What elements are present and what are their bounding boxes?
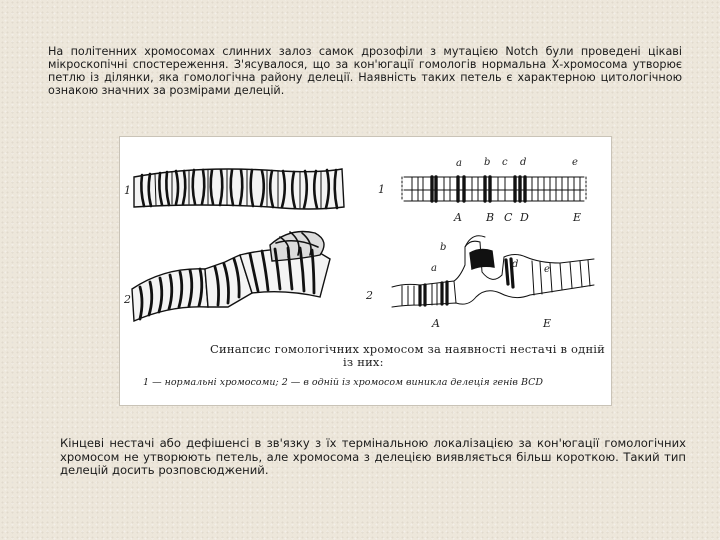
gene-label-upper: a xyxy=(456,158,462,169)
gene-label-lower: A xyxy=(432,317,440,330)
gene-label-lower: A xyxy=(454,211,462,224)
gene-label-upper: d xyxy=(512,259,519,270)
gene-label-lower: B xyxy=(486,211,495,224)
micro-row-label-1: 1 xyxy=(124,184,131,197)
chromosome-figure xyxy=(119,136,612,406)
gene-label-upper: e xyxy=(572,157,578,168)
schematic-2 xyxy=(392,236,594,307)
gene-label-lower: E xyxy=(543,317,552,330)
figure-caption xyxy=(210,343,605,369)
schematic-row-label-2: 2 xyxy=(366,289,373,302)
gene-label-upper: b xyxy=(484,157,491,168)
intro-paragraph: На політенних хромосомах слинних залоз самок дрозофіли з мутацією Notch були проведені цікаві мікроскопічні спостереження. З'ясувалося, що за кон'югації гомологів нормальна Х-хромосома утворює петлю із ділянки, яка гомологічна району делеції. Наявність таких петель є характерною цитологічною ознакою значних за розмірами делецій. xyxy=(48,45,682,97)
gene-label-upper: e xyxy=(544,264,550,275)
schematic-2-loop-band xyxy=(470,249,494,269)
gene-label-upper: b xyxy=(440,242,447,253)
micro-row-label-2: 2 xyxy=(124,293,131,306)
gene-label-lower: E xyxy=(573,211,582,224)
gene-label-upper: a xyxy=(431,263,437,274)
figure-legend: 1 — нормальні хромосоми; 2 — в одній із хромосом виникла делеція генів BCD xyxy=(143,377,543,388)
gene-label-upper: c xyxy=(502,157,508,168)
gene-label-lower: D xyxy=(520,211,529,224)
gene-label-lower: C xyxy=(504,211,513,224)
figure-caption-line1: Синапсис гомологічних хромосом за наявності нестачі в одній xyxy=(210,342,606,356)
gene-label-upper: d xyxy=(520,157,527,168)
schematic-1 xyxy=(402,177,586,201)
outro-paragraph: Кінцеві нестачі або дефішенсі в зв'язку з їх термінальною локалізацією за кон'югації гомологічних хромосом не утворюють петель, але хромосома з делецією виявляється більш короткою. Такий тип делецій досить розповсюджений. xyxy=(60,436,686,478)
schematic-row-label-1: 1 xyxy=(378,183,385,196)
figure-caption-line2: із них: xyxy=(343,355,384,369)
